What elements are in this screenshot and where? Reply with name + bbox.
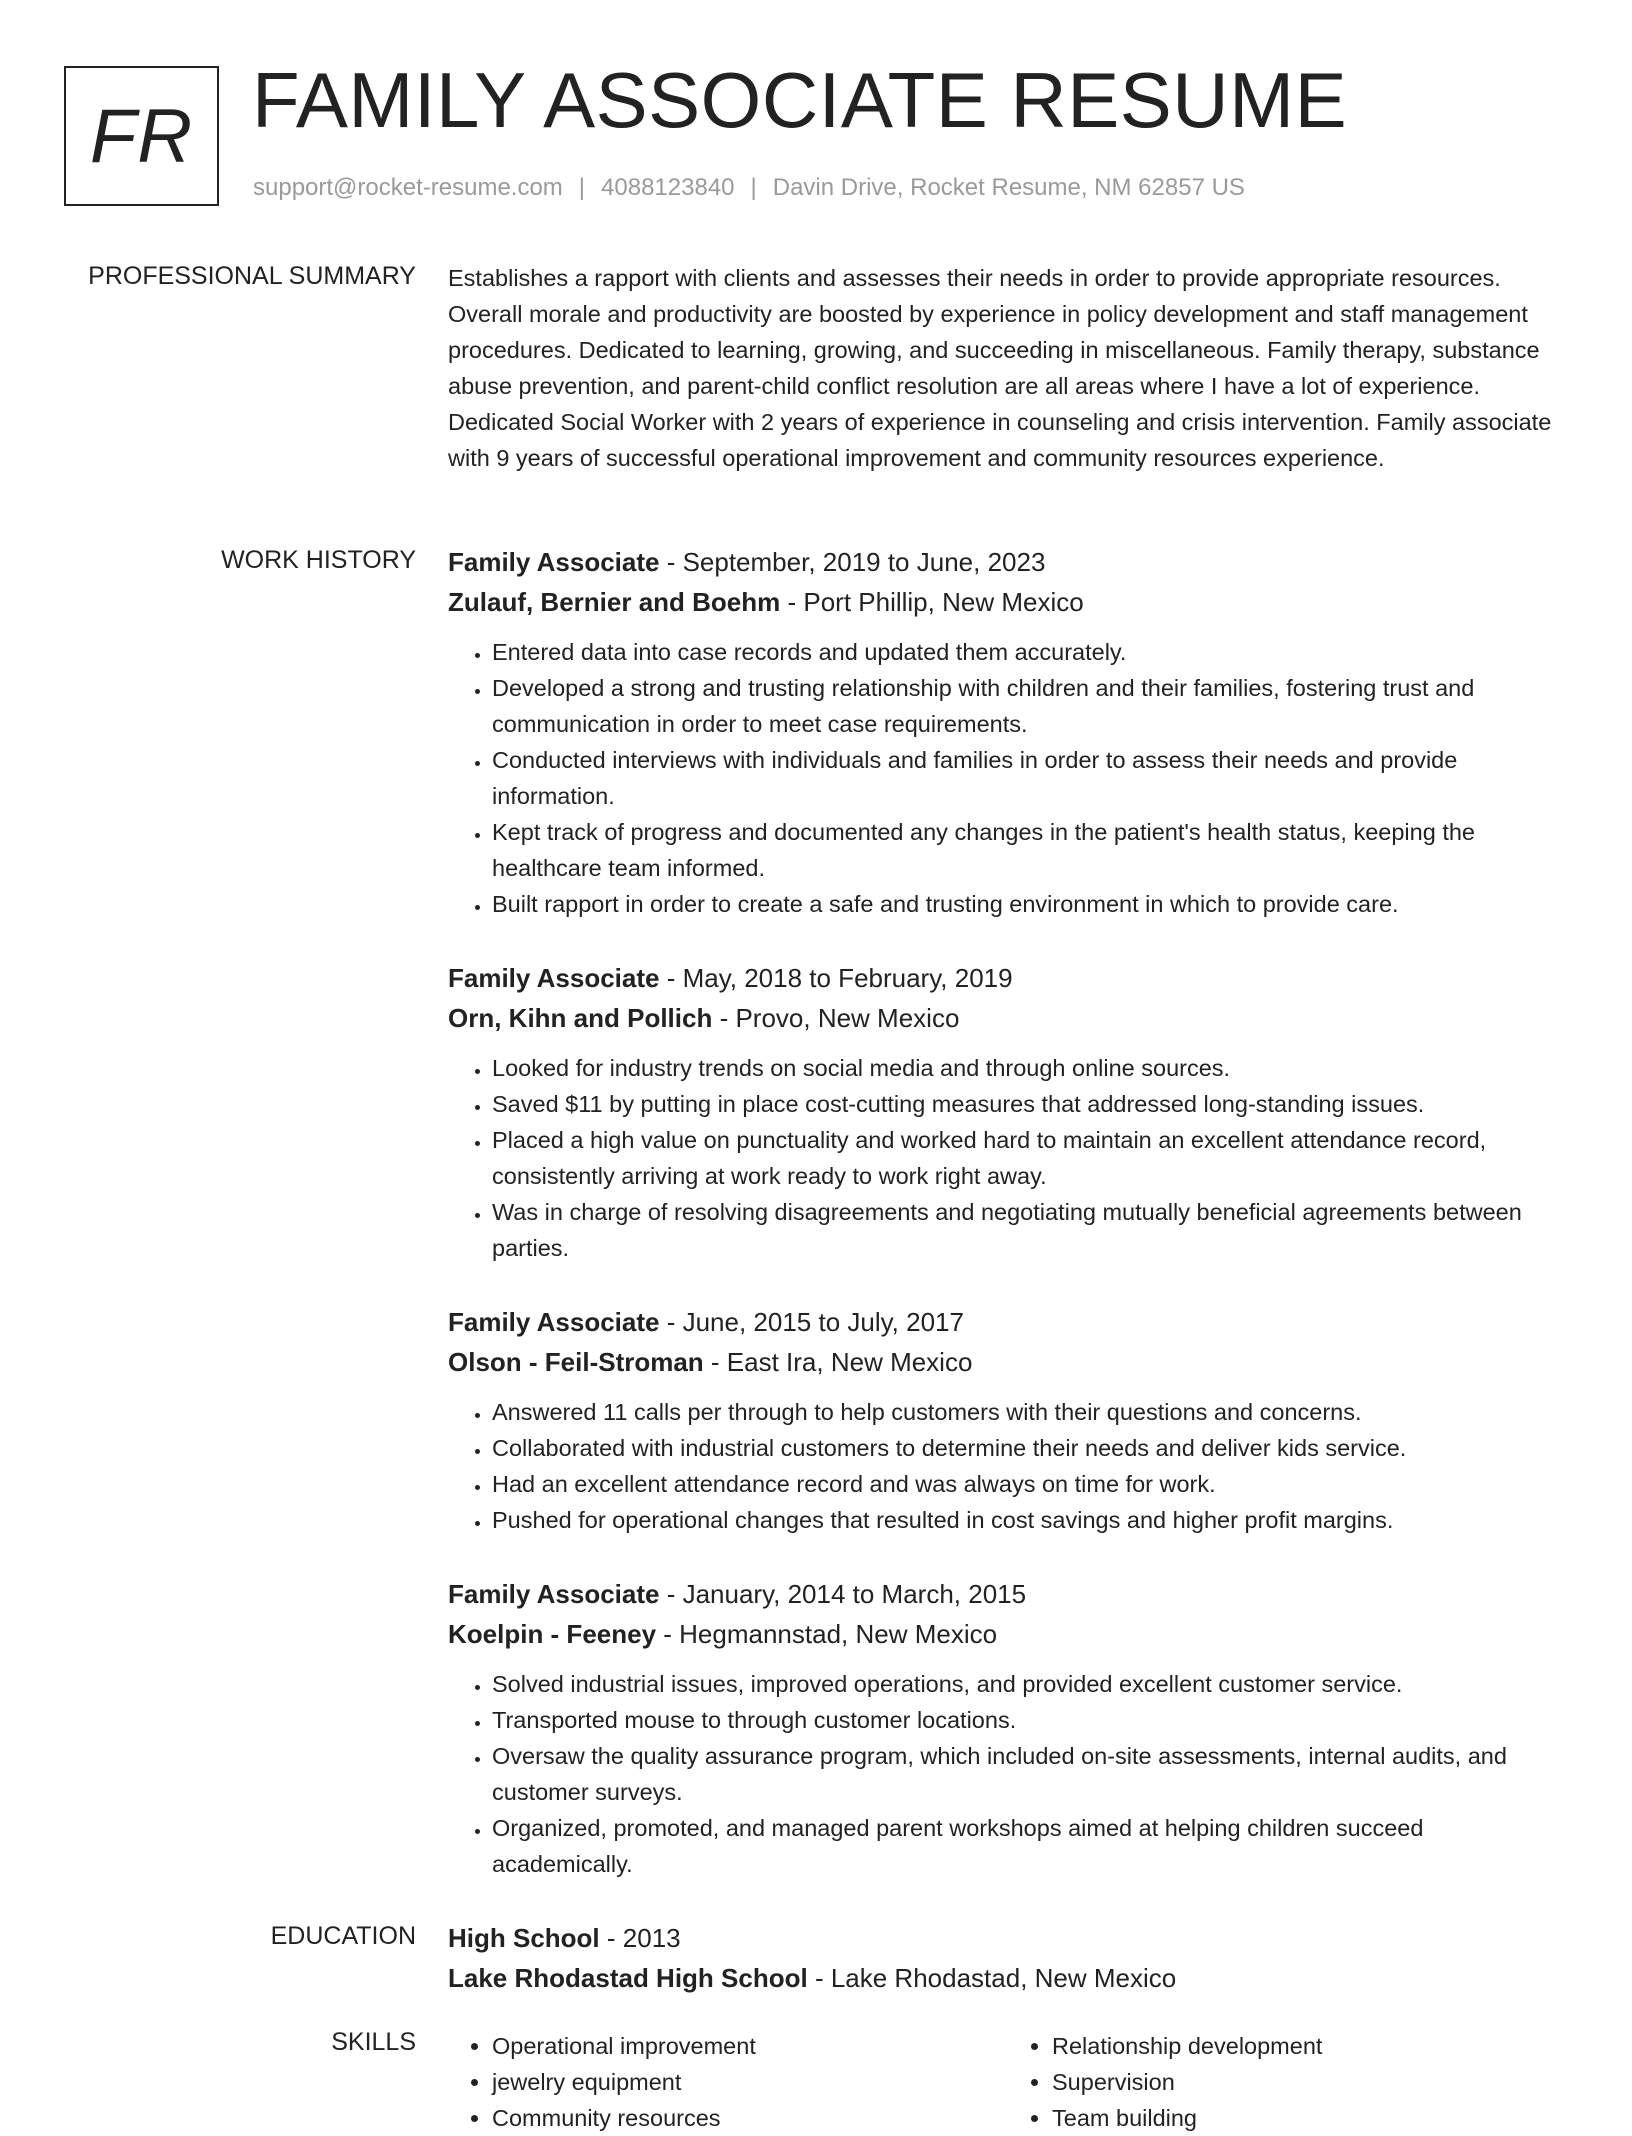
education-location: - Lake Rhodastad, New Mexico: [807, 1963, 1177, 1993]
job-bullet: • Answered 11 calls per through to help customers with their questions and concerns.: [492, 1394, 1568, 1430]
skill-item: • Operational improvement: [492, 2028, 1008, 2064]
education-degree-line: [448, 1918, 1568, 1958]
job-bullet: • Was in charge of resolving disagreements and negotiating mutually beneficial agreements between parties.: [492, 1194, 1568, 1266]
skill-item: • Supervision: [1052, 2064, 1568, 2100]
job-company-line: [448, 1614, 1568, 1654]
job-company-line: [448, 1342, 1568, 1382]
job-bullet: • Had an excellent attendance record and was always on time for work.: [492, 1466, 1568, 1502]
job-title-line: [448, 542, 1568, 582]
education-school: Lake Rhodastad High School: [448, 1963, 808, 1993]
job-bullets: [448, 1050, 1568, 1266]
contact-line: [253, 174, 1245, 202]
job-title: Family Associate: [448, 1307, 660, 1337]
job-dates: - September, 2019 to June, 2023: [659, 547, 1046, 577]
job-bullet: • Organized, promoted, and managed parent workshops aimed at helping children succeed academically.: [492, 1810, 1568, 1882]
section-label-skills: SKILLS: [331, 2028, 416, 2056]
job-company: Orn, Kihn and Pollich: [448, 1003, 713, 1033]
section-label-summary: PROFESSIONAL SUMMARY: [88, 262, 416, 290]
job-title: Family Associate: [448, 1579, 660, 1609]
job-bullet: • Kept track of progress and documented any changes in the patient's health status, keeping the healthcare team informed.: [492, 814, 1568, 886]
job-dates: - June, 2015 to July, 2017: [659, 1307, 964, 1337]
skill-item: • Relationship development: [1052, 2028, 1568, 2064]
job-title-line: [448, 1574, 1568, 1614]
job-company-line: [448, 998, 1568, 1038]
job-bullets: [448, 634, 1568, 922]
job-bullet: • Pushed for operational changes that resulted in cost savings and higher profit margins.: [492, 1502, 1568, 1538]
job-company-line: [448, 582, 1568, 622]
job-title: Family Associate: [448, 963, 660, 993]
job-bullet: • Looked for industry trends on social media and through online sources.: [492, 1050, 1568, 1086]
job-bullet: • Solved industrial issues, improved operations, and provided excellent customer service.: [492, 1666, 1568, 1702]
work-history-list: [448, 542, 1568, 1918]
job-company: Koelpin - Feeney: [448, 1619, 657, 1649]
education-school-line: [448, 1958, 1568, 1998]
skill-item: • jewelry equipment: [492, 2064, 1008, 2100]
education-degree: High School: [448, 1923, 600, 1953]
education-year: - 2013: [599, 1923, 681, 1953]
job-bullet: • Oversaw the quality assurance program, which included on-site assessments, internal audits, and customer surveys.: [492, 1738, 1568, 1810]
job-bullet: • Developed a strong and trusting relationship with children and their families, fostering trust and communication in order to meet case requirements.: [492, 670, 1568, 742]
resume-title: FAMILY ASSOCIATE RESUME: [252, 56, 1348, 144]
skill-item: • Team building: [1052, 2100, 1568, 2136]
monogram-initials: FR: [64, 66, 219, 206]
job-location: - Provo, New Mexico: [712, 1003, 960, 1033]
contact-email: support@rocket-resume.com: [253, 174, 563, 201]
job-dates: - May, 2018 to February, 2019: [659, 963, 1013, 993]
job-entry: [448, 958, 1568, 1266]
job-location: - Hegmannstad, New Mexico: [656, 1619, 998, 1649]
job-company: Zulauf, Bernier and Boehm: [448, 587, 781, 617]
job-bullet: • Built rapport in order to create a safe and trusting environment in which to provide care.: [492, 886, 1568, 922]
job-bullet: • Placed a high value on punctuality and worked hard to maintain an excellent attendance record, consistently arriving at work ready to work right away.: [492, 1122, 1568, 1194]
job-title: Family Associate: [448, 547, 660, 577]
skill-item: • Community resources: [492, 2100, 1008, 2136]
job-entry: [448, 1574, 1568, 1882]
job-bullet: • Entered data into case records and updated them accurately.: [492, 634, 1568, 670]
contact-phone: 4088123840: [601, 174, 735, 201]
summary-text: Establishes a rapport with clients and assesses their needs in order to provide appropriate resources. Overall morale and productivity are boosted by experience in policy development and staff management procedures. Dedicated to learning, growing, and succeeding in miscellaneous. Family therapy, substance abuse prevention, and parent-child conflict resolution are all areas where I have a lot of experience. Dedicated Social Worker with 2 years of experience in counseling and crisis intervention. Family associate with 9 years of successful operational improvement and community resources experience.: [448, 265, 1552, 471]
section-label-education: EDUCATION: [270, 1922, 416, 1950]
education-entry: [448, 1918, 1568, 1998]
job-dates: - January, 2014 to March, 2015: [659, 1579, 1027, 1609]
section-label-work-history: WORK HISTORY: [221, 546, 416, 574]
skills-column-right: [1008, 2028, 1568, 2136]
job-entry: [448, 542, 1568, 922]
job-title-line: [448, 1302, 1568, 1342]
skills-column-left: [448, 2028, 1008, 2136]
job-title-line: [448, 958, 1568, 998]
contact-separator: |: [578, 174, 586, 201]
job-location: - East Ira, New Mexico: [703, 1347, 973, 1377]
job-entry: [448, 1302, 1568, 1538]
job-bullets: [448, 1666, 1568, 1882]
job-bullet: • Conducted interviews with individuals and families in order to assess their needs and provide information.: [492, 742, 1568, 814]
contact-separator: |: [750, 174, 757, 201]
job-location: - Port Phillip, New Mexico: [780, 587, 1084, 617]
skills-list: [448, 2028, 1568, 2136]
job-bullets: [448, 1394, 1568, 1538]
job-bullet: • Transported mouse to through customer locations.: [492, 1702, 1568, 1738]
job-company: Olson - Feil-Stroman: [448, 1347, 704, 1377]
contact-address: Davin Drive, Rocket Resume, NM 62857 US: [772, 174, 1245, 201]
job-bullet: • Collaborated with industrial customers to determine their needs and deliver kids service.: [492, 1430, 1568, 1466]
job-bullet: • Saved $11 by putting in place cost-cutting measures that addressed long-standing issues.: [492, 1086, 1568, 1122]
